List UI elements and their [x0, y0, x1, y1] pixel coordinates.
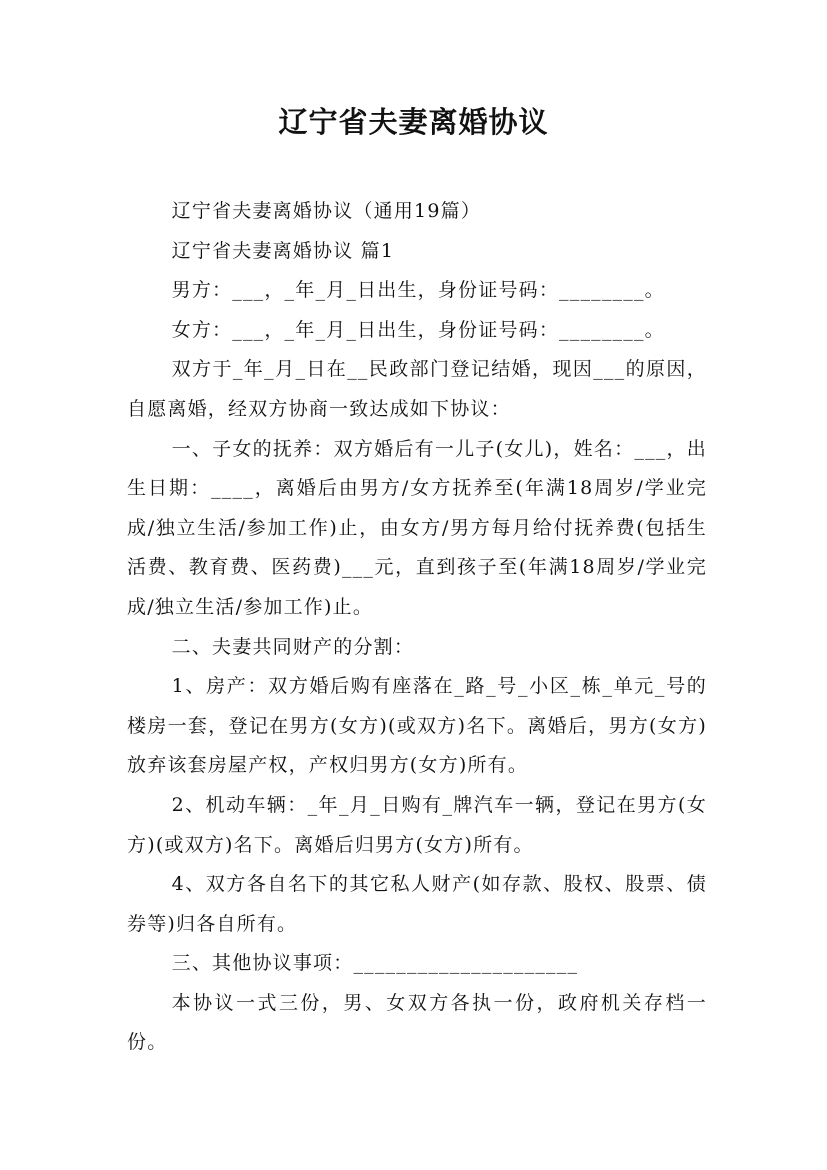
document-title: 辽宁省夫妻离婚协议 [278, 105, 549, 139]
document-body [127, 192, 707, 1063]
paragraph-copies: 本协议一式三份，男、女双方各执一份，政府机关存档一份。 [127, 991, 707, 1054]
paragraph-property-heading: 二、夫妻共同财产的分割： [171, 635, 415, 658]
paragraph-other-matters: 三、其他协议事项：_____________________ [171, 952, 579, 975]
paragraph-vehicle: 2、机动车辆：_年_月_日购有_牌汽车一辆，登记在男方(女方)(或双方)名下。离婚后归男方(女方)所有。 [127, 793, 707, 856]
paragraph-marriage-registration: 双方于_年_月_日在__民政部门登记结婚，现因___的原因，自愿离婚，经双方协商一致达成如下协议： [127, 358, 707, 420]
paragraph-male-party: 男方：___，_年_月_日出生，身份证号码：________。 [171, 279, 665, 302]
paragraph-female-party: 女方：___，_年_月_日出生，身份证号码：________。 [171, 318, 665, 341]
paragraph-section-heading: 辽宁省夫妻离婚协议 篇1 [171, 239, 395, 262]
paragraph-private-property: 4、双方各自名下的其它私人财产(如存款、股权、股票、债券等)归各自所有。 [127, 873, 707, 935]
paragraph-child-custody: 一、子女的抚养：双方婚后有一儿子(女儿)，姓名：___，出生日期：____，离婚后由男方/女方抚养至(年满18周岁/学业完成/独立生活/参加工作)止，由女方/男方每月给付抚养费(包括生活费、教育费、医药费)___元，直到孩子至(年满18周岁/学业完成/独立生活/参加工作)止。 [127, 437, 707, 618]
paragraph-real-estate: 1、房产：双方婚后购有座落在_路_号_小区_栋_单元_号的楼房一套，登记在男方(女方)(或双方)名下。离婚后，男方(女方)放弃该套房屋产权，产权归男方(女方)所有。 [127, 675, 707, 777]
paragraph-subtitle: 辽宁省夫妻离婚协议（通用19篇） [171, 200, 482, 222]
